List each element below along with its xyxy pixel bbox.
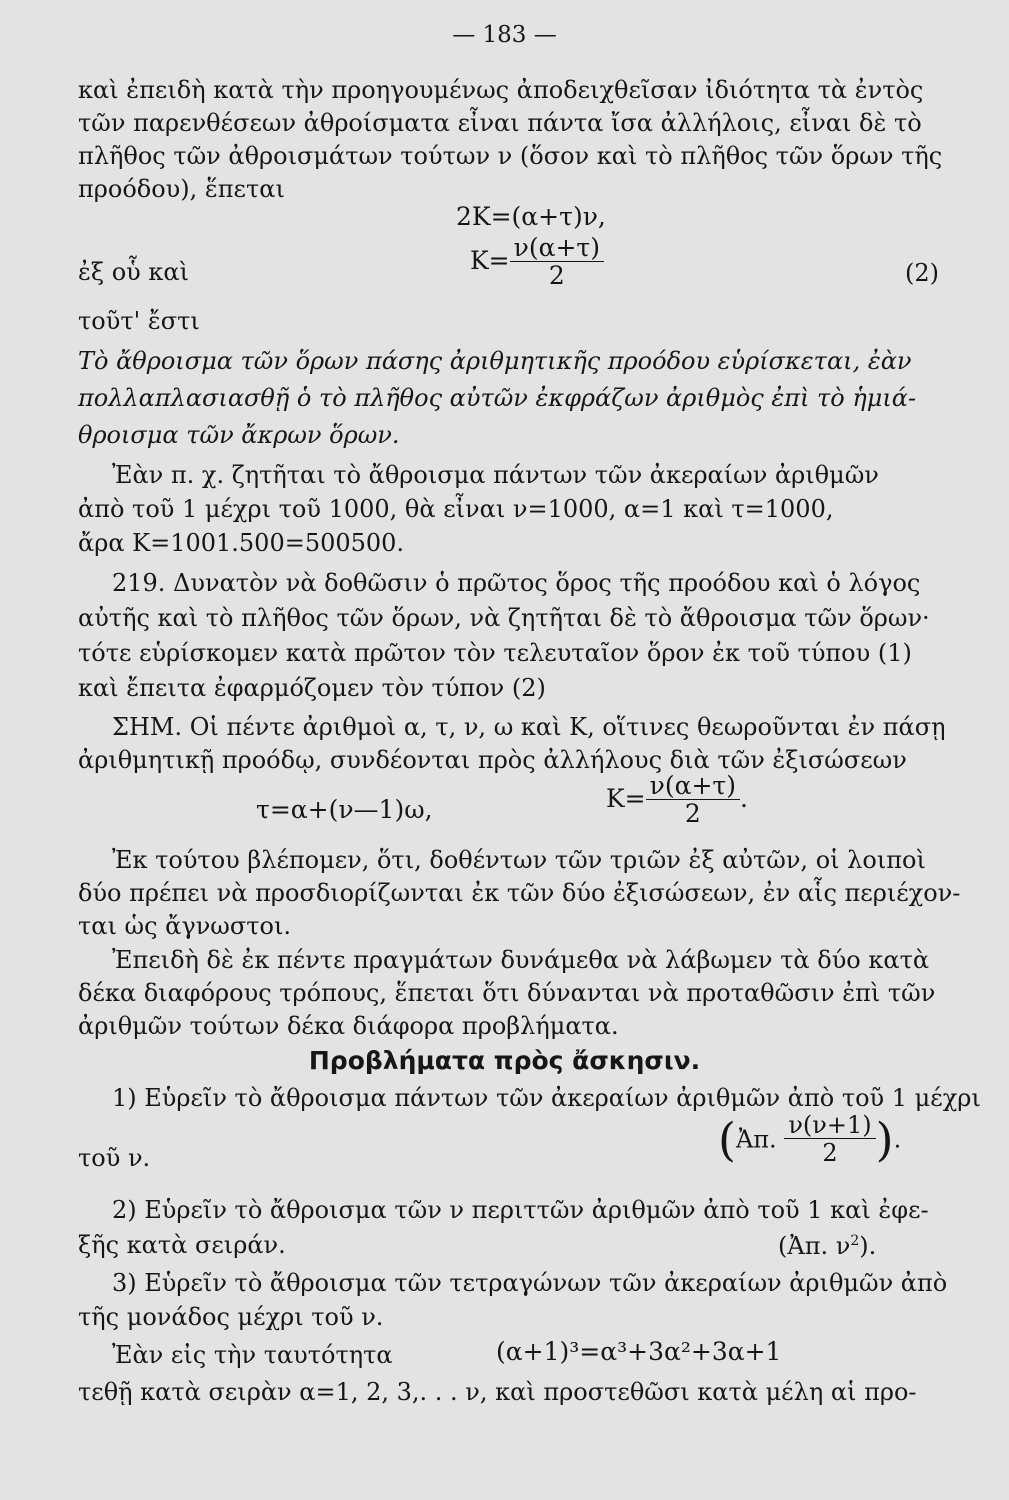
answer-period-glyph: . (893, 1125, 902, 1154)
fraction-denominator: 2 (684, 799, 701, 828)
equation-lhs: Κ= (606, 784, 646, 813)
answer-exponent: 2 (850, 1233, 860, 1249)
text-line: τῶν παρενθέσεων ἀθροίσματα εἶναι πάντα ἴσα ἀλλήλοις, εἶναι δὲ τὸ (78, 109, 922, 137)
fraction-denominator: 2 (548, 261, 565, 290)
equation-tau: τ=α+(ν—1)ω, (256, 795, 433, 824)
text-line: τότε εὑρίσκομεν κατὰ πρῶτον τὸν τελευταῖον ὅρον ἐκ τοῦ τύπου (1) (78, 639, 912, 667)
section-219-line: 219. Δυνατὸν νὰ δοθῶσιν ὁ πρῶτος ὅρος τῆς προόδου καὶ ὁ λόγος (112, 569, 921, 597)
answer-close: ). (859, 1232, 877, 1260)
answer-label: Ἀπ. (735, 1125, 777, 1154)
text-line: ἀριθμητικῇ προόδῳ, συνδέονται πρὸς ἀλλήλους διὰ τῶν ἐξισώσεων (78, 746, 907, 774)
text-line: καὶ ἔπειτα ἐφαρμόζομεν τὸν τύπον (2) (78, 674, 546, 702)
equation-k-formula-2 (606, 773, 748, 828)
text-line: Ἐκ τούτου βλέπομεν, ὅτι, δοθέντων τῶν τριῶν ἐξ αὐτῶν, οἱ λοιποὶ (112, 846, 926, 874)
fraction-denominator: 2 (822, 1139, 838, 1167)
paren-close-glyph: ) (875, 1112, 894, 1167)
text-line: τῆς μονάδος μέχρι τοῦ ν. (78, 1303, 384, 1331)
text-line: ται ὡς ἄγνωστοι. (78, 912, 292, 940)
fraction (784, 1112, 875, 1167)
text-line: αὐτῆς καὶ τὸ πλῆθος τῶν ὅρων, νὰ ζητῆται δὲ τὸ ἄθροισμα τῶν ὅρων· (78, 604, 930, 632)
equation-k-formula (470, 235, 604, 290)
equation-lhs: Κ= (470, 246, 510, 275)
identity-equation: (α+1)³=α³+3α²+3α+1 (496, 1337, 782, 1366)
equation-tag: (2) (905, 259, 939, 287)
problem-2-line: 2) Εὑρεῖν τὸ ἄθροισμα τῶν ν περιττῶν ἀριθμῶν ἀπὸ τοῦ 1 καὶ ἐφε- (112, 1196, 929, 1224)
problem-1-line: 1) Εὑρεῖν τὸ ἄθροισμα πάντων τῶν ἀκεραίων ἀριθμῶν ἀπὸ τοῦ 1 μέχρι (112, 1084, 981, 1112)
theorem-line: πολλαπλασιασθῇ ὁ τὸ πλῆθος αὐτῶν ἐκφράζων ἀριθμὸς ἐπὶ τὸ ἡμιά- (78, 384, 917, 412)
theorem-line: θροισμα τῶν ἄκρων ὅρων. (78, 421, 400, 449)
section-heading: Προβλήματα πρὸς ἄσκησιν. (308, 1046, 701, 1075)
text-line: δέκα διαφόρους τρόπους, ἕπεται ὅτι δύνανται νὰ προταθῶσιν ἐπὶ τῶν (78, 979, 936, 1007)
theorem-line: Τὸ ἄθροισμα τῶν ὅρων πάσης ἀριθμητικῆς προόδου εὑρίσκεται, ἐὰν (78, 347, 912, 375)
fraction (510, 235, 604, 290)
text-line: Ἐὰν εἰς τὴν ταυτότητα (112, 1341, 393, 1369)
text-line: προόδου), ἕπεται (78, 175, 285, 203)
text-line: ἐξ οὗ καὶ (78, 258, 190, 286)
text-line: πλῆθος τῶν ἀθροισμάτων τούτων ν (ὅσον καὶ τὸ πλῆθος τῶν ὅρων τῆς (78, 142, 943, 170)
text-line: τοῦτ' ἔστι (78, 307, 200, 335)
fraction-numerator: ν(ν+1) (784, 1112, 875, 1139)
text-line: ἄρα Κ=1001.500=500500. (78, 529, 405, 557)
text-line: τεθῇ κατὰ σειρὰν α=1, 2, 3,. . . ν, καὶ προστεθῶσι κατὰ μέλη αἱ προ- (78, 1378, 917, 1406)
answer-2 (778, 1226, 876, 1261)
fraction-numerator: ν(α+τ) (646, 773, 740, 800)
answer-1 (718, 1112, 901, 1167)
note-line: ΣΗΜ. Οἱ πέντε ἀριθμοὶ α, τ, ν, ω καὶ Κ, οἵτινες θεωροῦνται ἐν πάσῃ (112, 713, 946, 741)
text-line: Ἐπειδὴ δὲ ἐκ πέντε πραγμάτων δυνάμεθα νὰ λάβωμεν τὰ δύο κατὰ (112, 946, 930, 974)
equation-2k: 2Κ=(α+τ)ν, (456, 202, 606, 231)
paren-open-glyph: ( (718, 1112, 736, 1167)
page-number: — 183 — (452, 22, 557, 48)
equation-period: . (740, 784, 748, 813)
fraction-numerator: ν(α+τ) (510, 235, 604, 262)
text-line: καὶ ἐπειδὴ κατὰ τὴν προηγουμένως ἀποδειχθεῖσαν ἰδιότητα τὰ ἐντὸς (78, 76, 924, 104)
text-line: ξῆς κατὰ σειράν. (78, 1231, 286, 1259)
fraction (646, 773, 740, 828)
text-line: Ἐὰν π. χ. ζητῆται τὸ ἄθροισμα πάντων τῶν ἀκεραίων ἀριθμῶν (112, 461, 879, 489)
text-line: ἀριθμῶν τούτων δέκα διάφορα προβλήματα. (78, 1012, 619, 1040)
problem-3-line: 3) Εὑρεῖν τὸ ἄθροισμα τῶν τετραγώνων τῶν ἀκεραίων ἀριθμῶν ἀπὸ (112, 1269, 948, 1297)
text-line: ἀπὸ τοῦ 1 μέχρι τοῦ 1000, θὰ εἶναι ν=1000, α=1 καὶ τ=1000, (78, 495, 834, 523)
answer-text: (Ἀπ. ν (778, 1232, 851, 1260)
text-line: τοῦ ν. (78, 1144, 151, 1172)
text-line: δύο πρέπει νὰ προσδιορίζωνται ἐκ τῶν δύο ἐξισώσεων, ἐν αἷς περιέχον- (78, 879, 961, 907)
